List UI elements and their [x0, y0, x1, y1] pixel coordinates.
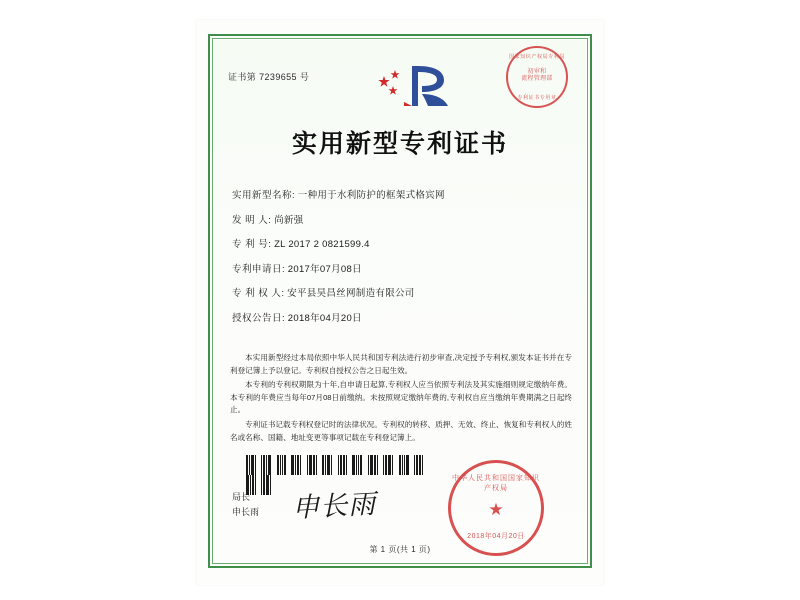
field-value: 尚新强: [274, 214, 304, 226]
cnipa-emblem-icon: [378, 62, 452, 110]
field-row: [232, 190, 572, 202]
barcode: [246, 455, 426, 475]
signature-name: 申长雨: [232, 507, 260, 517]
top-seal-center-text: 初审和 流程管理部: [521, 69, 553, 82]
seal-star-icon: ★: [488, 500, 504, 519]
body-text: [230, 352, 572, 446]
official-red-seal: [448, 460, 544, 556]
certificate-number: 证书第 7239655 号: [228, 72, 310, 82]
page-title: 实用新型专利证书: [291, 129, 508, 158]
field-value: 安平县昊昌丝网制造有限公司: [287, 288, 415, 299]
signature-title: 局长: [232, 492, 251, 502]
field-list: [232, 190, 572, 337]
body-paragraph: 本专利的专利权期限为十年,自申请日起算,专利权人应当依照专利法及其实施细则规定缴纳年费。本专利的年费应当每年07月08日前缴纳。未按照规定缴纳年费的,专利权自应当缴纳年费期满之日起终止。: [230, 380, 572, 415]
top-seal-arc-text: 国家知识产权局专利局: [508, 54, 565, 60]
page-footer: 第 1 页(共 1 页): [369, 545, 431, 554]
field-row: [232, 239, 572, 251]
field-label: 专利申请日:: [232, 263, 286, 275]
signature-block: [232, 490, 259, 520]
field-value: 2018年04月20日: [287, 312, 362, 324]
field-row: [232, 215, 572, 227]
body-paragraph: 本实用新型经过本局依照中华人民共和国专利法进行初步审查,决定授予专利权,颁发本证书并在专利登记簿上予以登记。专利权自授权公告之日起生效。: [230, 353, 572, 375]
field-value: 一种用于水利防护的框架式格宾网: [297, 190, 445, 201]
official-seal-ring-text: 中华人民共和国国家知识产权局: [452, 475, 540, 492]
body-paragraph: 专利证书记载专利权登记时的法律状况。专利权的转移、质押、无效、终止、恢复和专利权人的姓名或名称、国籍、地址变更等事项记载在专利登记簿上。: [230, 419, 572, 442]
top-seal-bottom-text: 专利证书专用章: [517, 95, 557, 101]
field-row: [232, 264, 572, 276]
official-seal-date: 2018年04月20日: [467, 533, 525, 540]
field-label: 发 明 人:: [232, 214, 272, 226]
handwritten-signature: 申长雨: [291, 488, 377, 525]
field-value: ZL 2017 2 0821599.4: [274, 239, 370, 250]
field-label: 实用新型名称:: [232, 190, 296, 201]
field-row: [232, 288, 572, 300]
field-label: 专 利 权 人:: [232, 288, 285, 299]
field-label: 专 利 号:: [232, 239, 272, 250]
top-right-seal: [506, 46, 568, 108]
field-row: [232, 313, 572, 325]
field-label: 授权公告日:: [232, 312, 286, 324]
field-value: 2017年07月08日: [287, 263, 362, 275]
